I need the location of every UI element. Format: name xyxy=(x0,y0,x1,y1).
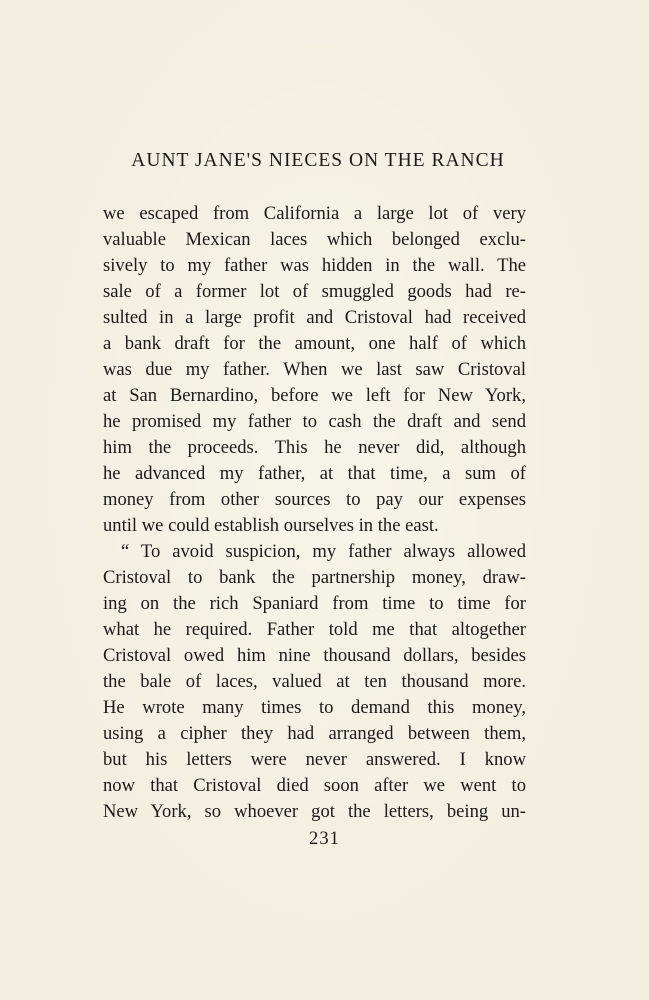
text-line: a bank draft for the amount, one half of which xyxy=(103,333,526,354)
text-line: sulted in a large profit and Cristoval had received xyxy=(103,307,526,328)
text-line: now that Cristoval died soon after we went to xyxy=(103,775,526,796)
text-line: ing on the rich Spaniard from time to time for xyxy=(103,593,526,614)
text-line: he promised my father to cash the draft and send xyxy=(103,411,526,432)
text-line: using a cipher they had arranged between them, xyxy=(103,723,526,744)
text-line: him the proceeds. This he never did, although xyxy=(103,437,526,458)
text-line: Cristoval to bank the partnership money, draw- xyxy=(103,567,526,588)
running-head: AUNT JANE'S NIECES ON THE RANCH xyxy=(131,150,505,171)
text-line: but his letters were never answered. I know xyxy=(103,749,526,770)
paragraph xyxy=(103,201,526,539)
text-line: sale of a former lot of smuggled goods had re- xyxy=(103,281,526,302)
text-line: what he required. Father told me that altogether xyxy=(103,619,526,640)
body-text xyxy=(103,201,526,825)
paragraph xyxy=(103,539,526,825)
text-line: sively to my father was hidden in the wall. The xyxy=(103,255,526,276)
text-line: at San Bernardino, before we left for New York, xyxy=(103,385,526,406)
text-line: money from other sources to pay our expenses xyxy=(103,489,526,510)
text-line: he advanced my father, at that time, a sum of xyxy=(103,463,526,484)
text-line: “ To avoid suspicion, my father always allowed xyxy=(121,541,526,562)
page-number: 231 xyxy=(309,828,340,849)
text-line: until we could establish ourselves in the east. xyxy=(103,515,439,536)
text-line: we escaped from California a large lot of very xyxy=(103,203,526,224)
text-line: was due my father. When we last saw Cristoval xyxy=(103,359,526,380)
text-line: Cristoval owed him nine thousand dollars, besides xyxy=(103,645,526,666)
text-line: the bale of laces, valued at ten thousand more. xyxy=(103,671,526,692)
text-line: He wrote many times to demand this money, xyxy=(103,697,526,718)
text-line: valuable Mexican laces which belonged exclu- xyxy=(103,229,526,250)
text-line: New York, so whoever got the letters, being un- xyxy=(103,801,526,822)
